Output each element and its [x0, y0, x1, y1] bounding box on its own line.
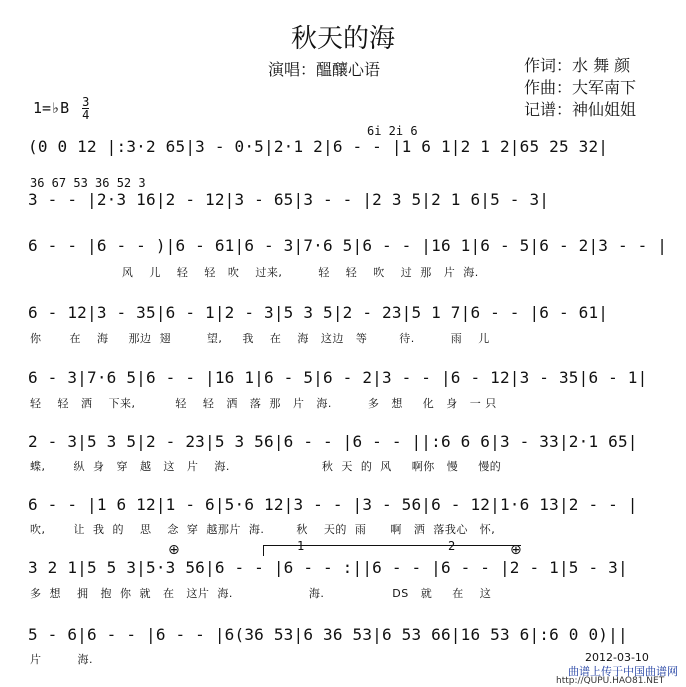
- composer-credit: 作曲：大军南下: [524, 78, 637, 97]
- key-signature: [33, 96, 89, 121]
- coda-icon: ⊕: [168, 542, 180, 558]
- lyricist-credit: 作词：水 舞 颜: [524, 56, 631, 75]
- notation-row-7: 6 - - |1 6 12|1 - 6|5·6 12|3 - - |3 - 56|6 - 12|1·6 13|2 - - |: [28, 495, 638, 514]
- notation-row-1: (0 0 12 |:3·2 65|3 - 0·5|2·1 2|6 - - |1 6 1|2 1 2|65 25 32|: [28, 137, 609, 156]
- credits-block: [524, 55, 636, 121]
- key-label: 1=♭B: [33, 99, 70, 117]
- lyrics-row-3: 风 儿 轻 轻 吹 过来, 轻 轻 吹 过 那 片 海.: [30, 266, 479, 279]
- lyrics-row-9: 片 海.: [30, 653, 93, 666]
- volta-2-label: 2: [448, 539, 456, 553]
- time-signature: [82, 96, 89, 121]
- notation-row-2: 3 - - |2·3 16|2 - 12|3 - 65|3 - - |2 3 5|2 1 6|5 - 3|: [28, 190, 550, 209]
- lyrics-row-7: 吹, 让 我 的 思 念 穿 越那片 海. 秋 天的 雨 啊 洒 落我心 怀,: [30, 523, 496, 536]
- lyrics-row-4: 你 在 海 那边 翅 望, 我 在 海 这边 等 待. 雨 儿: [30, 332, 490, 345]
- lyrics-row-6: 蝶, 纵 身 穿 越 这 片 海. 秋 天 的 风 啊你 慢 慢的: [30, 460, 502, 473]
- singer-credit: 演唱：醞釀心语: [268, 60, 381, 79]
- grace-notes-row1: 6i 2i 6: [367, 124, 418, 138]
- time-signature-bottom: 4: [82, 108, 90, 122]
- transcriber-credit: 记谱：神仙姐姐: [524, 100, 637, 119]
- watermark-text: 曲谱上传于中国曲谱网: [568, 665, 678, 678]
- watermark-url: http://QUPU.HAO81.NET: [556, 676, 665, 686]
- notation-row-6: 2 - 3|5 3 5|2 - 23|5 3 56|6 - - |6 - - ||:6 6 6|3 - 33|2·1 65|: [28, 432, 638, 451]
- notation-row-5: 6 - 3|7·6 5|6 - - |16 1|6 - 5|6 - 2|3 - - |6 - 12|3 - 35|6 - 1|: [28, 368, 648, 387]
- lyrics-row-5: 轻 轻 洒 下来, 轻 轻 洒 落 那 片 海. 多 想 化 身 一 只: [30, 397, 497, 410]
- song-title: 秋天的海: [290, 24, 395, 54]
- lyrics-row-8: 多 想 拥 抱 你 就 在 这片 海. 海. DS 就 在 这: [30, 587, 492, 600]
- volta-1-label: 1: [297, 539, 305, 553]
- date-stamp: 2012-03-10: [585, 651, 649, 664]
- notation-row-4: 6 - 12|3 - 35|6 - 1|2 - 3|5 3 5|2 - 23|5 1 7|6 - - |6 - 61|: [28, 303, 609, 322]
- notation-row-9: 5 - 6|6 - - |6 - - |6(36 53|6 36 53|6 53 66|16 53 6|:6 0 0)||: [28, 625, 628, 644]
- time-signature-top: 3: [82, 95, 90, 109]
- notation-row-8: 3 2 1|5 5 3|5·3 56|6 - - |6 - - :||6 - - |6 - - |2 - 1|5 - 3|: [28, 558, 628, 577]
- coda-icon-2: ⊕: [510, 542, 522, 558]
- grace-notes-row2: 36 67 53 36 52 3: [30, 176, 146, 190]
- notation-row-3: 6 - - |6 - - )|6 - 61|6 - 3|7·6 5|6 - - |16 1|6 - 5|6 - 2|3 - - |: [28, 236, 668, 255]
